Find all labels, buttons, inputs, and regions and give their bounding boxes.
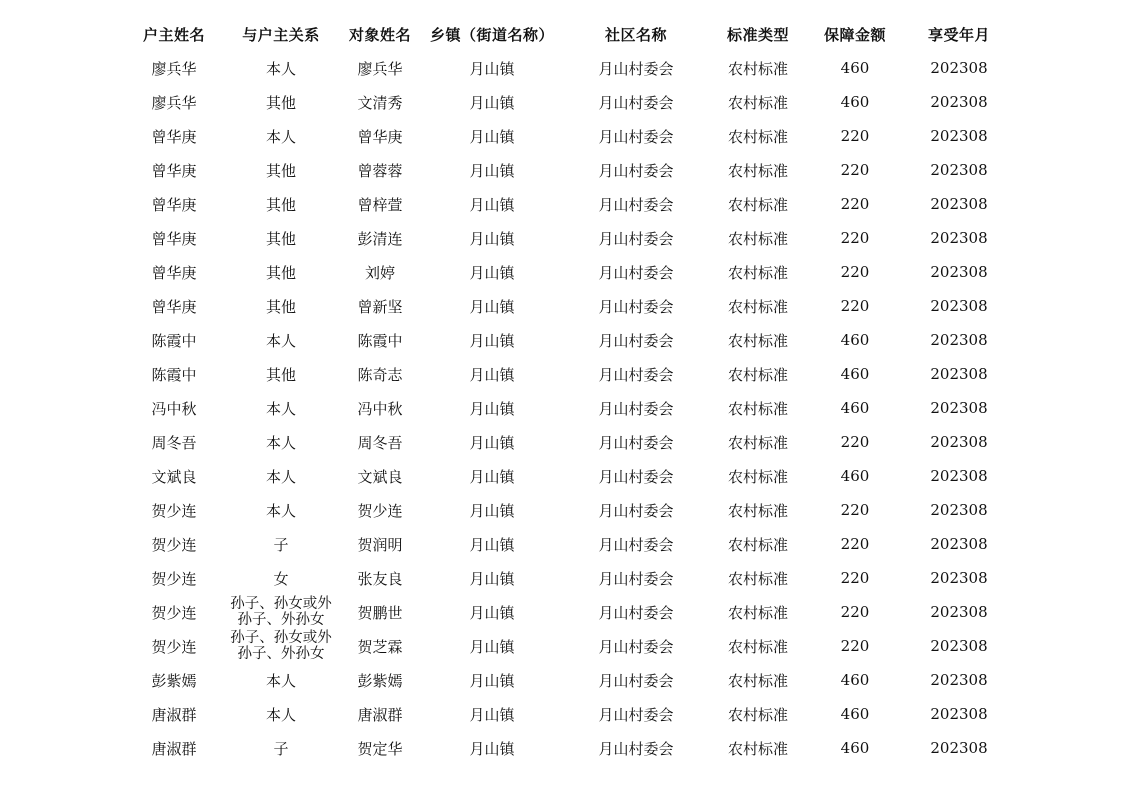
cell-household-head: 贺少连 (151, 501, 197, 520)
cell-standard-type: 农村标准 (727, 739, 788, 758)
cell-amount: 220 (840, 297, 870, 315)
cell-township: 月山镇 (469, 433, 515, 452)
cell-community: 月山村委会 (598, 637, 674, 656)
cell-standard-type: 农村标准 (727, 433, 788, 452)
cell-month: 202308 (930, 93, 988, 111)
cell-recipient-name: 陈奇志 (357, 365, 403, 384)
cell-recipient-name: 贺少连 (357, 501, 403, 520)
cell-township: 月山镇 (469, 263, 515, 282)
cell-township: 月山镇 (469, 671, 515, 690)
cell-household-head: 陈霞中 (151, 365, 197, 384)
subsidy-roster-sheet (120, 17, 1010, 765)
cell-household-head: 曾华庚 (151, 127, 197, 146)
cell-month: 202308 (930, 399, 988, 417)
cell-household-head: 贺少连 (151, 535, 197, 554)
cell-amount: 220 (840, 603, 870, 621)
cell-township: 月山镇 (469, 229, 515, 248)
header-recipient-name: 对象姓名 (348, 25, 411, 44)
cell-community: 月山村委会 (598, 535, 674, 554)
cell-month: 202308 (930, 263, 988, 281)
table-row (120, 425, 1010, 459)
table-row (120, 119, 1010, 153)
cell-standard-type: 农村标准 (727, 603, 788, 622)
cell-recipient-name: 贺鹏世 (357, 603, 403, 622)
cell-amount: 460 (840, 399, 870, 417)
cell-household-head: 曾华庚 (151, 297, 197, 316)
cell-amount: 460 (840, 331, 870, 349)
cell-relationship: 本人 (265, 399, 296, 418)
cell-community: 月山村委会 (598, 59, 674, 78)
table-row (120, 561, 1010, 595)
cell-community: 月山村委会 (598, 127, 674, 146)
table-row (120, 527, 1010, 561)
header-amount: 保障金额 (823, 25, 886, 44)
cell-household-head: 廖兵华 (151, 59, 197, 78)
table-row (120, 357, 1010, 391)
cell-standard-type: 农村标准 (727, 229, 788, 248)
cell-township: 月山镇 (469, 365, 515, 384)
table-row (120, 323, 1010, 357)
cell-household-head: 冯中秋 (151, 399, 197, 418)
cell-amount: 220 (840, 637, 870, 655)
table-row (120, 221, 1010, 255)
cell-relationship: 本人 (265, 467, 296, 486)
cell-standard-type: 农村标准 (727, 365, 788, 384)
cell-relationship: 本人 (265, 671, 296, 690)
cell-month: 202308 (930, 161, 988, 179)
cell-relationship: 其他 (265, 195, 296, 214)
cell-township: 月山镇 (469, 297, 515, 316)
cell-household-head: 周冬吾 (151, 433, 197, 452)
cell-township: 月山镇 (469, 603, 515, 622)
table-row (120, 289, 1010, 323)
header-community: 社区名称 (604, 25, 667, 44)
table-row (120, 595, 1010, 629)
cell-month: 202308 (930, 705, 988, 723)
cell-household-head: 贺少连 (151, 637, 197, 656)
cell-standard-type: 农村标准 (727, 59, 788, 78)
cell-relationship: 子 (273, 739, 289, 758)
cell-amount: 220 (840, 501, 870, 519)
cell-month: 202308 (930, 671, 988, 689)
cell-month: 202308 (930, 365, 988, 383)
cell-month: 202308 (930, 501, 988, 519)
cell-standard-type: 农村标准 (727, 399, 788, 418)
table-row (120, 663, 1010, 697)
cell-month: 202308 (930, 535, 988, 553)
table-header-row (120, 17, 1010, 51)
cell-recipient-name: 冯中秋 (357, 399, 403, 418)
cell-household-head: 廖兵华 (151, 93, 197, 112)
cell-relationship: 孙子、孙女或外孙子、外孙女 (230, 596, 332, 628)
cell-standard-type: 农村标准 (727, 705, 788, 724)
table-row (120, 731, 1010, 765)
cell-relationship: 其他 (265, 161, 296, 180)
cell-standard-type: 农村标准 (727, 535, 788, 554)
cell-recipient-name: 文斌良 (357, 467, 403, 486)
cell-relationship: 孙子、孙女或外孙子、外孙女 (230, 630, 332, 662)
cell-community: 月山村委会 (598, 569, 674, 588)
cell-amount: 220 (840, 195, 870, 213)
cell-household-head: 曾华庚 (151, 263, 197, 282)
cell-township: 月山镇 (469, 501, 515, 520)
cell-month: 202308 (930, 467, 988, 485)
cell-amount: 460 (840, 671, 870, 689)
cell-township: 月山镇 (469, 569, 515, 588)
cell-amount: 460 (840, 93, 870, 111)
cell-month: 202308 (930, 195, 988, 213)
cell-recipient-name: 陈霞中 (357, 331, 403, 350)
cell-community: 月山村委会 (598, 195, 674, 214)
cell-month: 202308 (930, 433, 988, 451)
cell-community: 月山村委会 (598, 603, 674, 622)
cell-township: 月山镇 (469, 399, 515, 418)
cell-relationship: 其他 (265, 297, 296, 316)
table-row (120, 255, 1010, 289)
cell-community: 月山村委会 (598, 365, 674, 384)
cell-month: 202308 (930, 127, 988, 145)
table-row (120, 85, 1010, 119)
cell-amount: 220 (840, 535, 870, 553)
cell-household-head: 贺少连 (151, 569, 197, 588)
cell-standard-type: 农村标准 (727, 263, 788, 282)
table-row (120, 51, 1010, 85)
cell-community: 月山村委会 (598, 467, 674, 486)
table-row (120, 459, 1010, 493)
cell-standard-type: 农村标准 (727, 297, 788, 316)
cell-month: 202308 (930, 569, 988, 587)
cell-recipient-name: 曾梓萱 (357, 195, 403, 214)
cell-community: 月山村委会 (598, 501, 674, 520)
cell-relationship: 其他 (265, 365, 296, 384)
subsidy-roster-table (120, 17, 1010, 765)
cell-recipient-name: 文清秀 (357, 93, 403, 112)
cell-community: 月山村委会 (598, 93, 674, 112)
header-township: 乡镇（街道名称） (429, 25, 554, 44)
cell-township: 月山镇 (469, 93, 515, 112)
cell-month: 202308 (930, 331, 988, 349)
cell-household-head: 彭紫嫣 (151, 671, 197, 690)
cell-recipient-name: 张友良 (357, 569, 403, 588)
cell-community: 月山村委会 (598, 297, 674, 316)
cell-standard-type: 农村标准 (727, 195, 788, 214)
cell-relationship: 其他 (265, 229, 296, 248)
cell-relationship: 本人 (265, 433, 296, 452)
table-row (120, 629, 1010, 663)
cell-township: 月山镇 (469, 195, 515, 214)
cell-relationship: 本人 (265, 59, 296, 78)
cell-recipient-name: 刘婷 (364, 263, 395, 282)
cell-amount: 220 (840, 161, 870, 179)
cell-standard-type: 农村标准 (727, 569, 788, 588)
header-standard-type: 标准类型 (726, 25, 789, 44)
cell-amount: 220 (840, 433, 870, 451)
cell-amount: 220 (840, 229, 870, 247)
cell-amount: 460 (840, 705, 870, 723)
cell-standard-type: 农村标准 (727, 331, 788, 350)
cell-community: 月山村委会 (598, 705, 674, 724)
cell-community: 月山村委会 (598, 739, 674, 758)
cell-township: 月山镇 (469, 467, 515, 486)
cell-standard-type: 农村标准 (727, 501, 788, 520)
cell-community: 月山村委会 (598, 229, 674, 248)
cell-township: 月山镇 (469, 127, 515, 146)
cell-month: 202308 (930, 297, 988, 315)
cell-recipient-name: 周冬吾 (357, 433, 403, 452)
cell-relationship: 本人 (265, 331, 296, 350)
cell-standard-type: 农村标准 (727, 637, 788, 656)
cell-household-head: 陈霞中 (151, 331, 197, 350)
cell-recipient-name: 贺定华 (357, 739, 403, 758)
cell-recipient-name: 贺芝霖 (357, 637, 403, 656)
cell-month: 202308 (930, 603, 988, 621)
cell-community: 月山村委会 (598, 161, 674, 180)
cell-amount: 220 (840, 127, 870, 145)
cell-month: 202308 (930, 739, 988, 757)
cell-household-head: 曾华庚 (151, 161, 197, 180)
cell-month: 202308 (930, 59, 988, 77)
header-month: 享受年月 (927, 25, 990, 44)
cell-township: 月山镇 (469, 637, 515, 656)
header-relationship: 与户主关系 (242, 25, 320, 44)
cell-relationship: 其他 (265, 93, 296, 112)
cell-township: 月山镇 (469, 739, 515, 758)
cell-recipient-name: 曾蓉蓉 (357, 161, 403, 180)
cell-recipient-name: 曾新坚 (357, 297, 403, 316)
cell-township: 月山镇 (469, 59, 515, 78)
cell-month: 202308 (930, 637, 988, 655)
cell-relationship: 本人 (265, 501, 296, 520)
cell-household-head: 文斌良 (151, 467, 197, 486)
cell-community: 月山村委会 (598, 263, 674, 282)
cell-standard-type: 农村标准 (727, 93, 788, 112)
cell-recipient-name: 唐淑群 (357, 705, 403, 724)
cell-relationship: 子 (273, 535, 289, 554)
cell-amount: 220 (840, 263, 870, 281)
cell-household-head: 唐淑群 (151, 739, 197, 758)
header-household-head: 户主姓名 (142, 25, 205, 44)
table-body (120, 51, 1010, 765)
cell-community: 月山村委会 (598, 671, 674, 690)
cell-standard-type: 农村标准 (727, 671, 788, 690)
cell-month: 202308 (930, 229, 988, 247)
cell-standard-type: 农村标准 (727, 127, 788, 146)
cell-recipient-name: 彭紫嫣 (357, 671, 403, 690)
cell-recipient-name: 廖兵华 (357, 59, 403, 78)
table-row (120, 187, 1010, 221)
cell-amount: 460 (840, 739, 870, 757)
cell-amount: 460 (840, 467, 870, 485)
cell-recipient-name: 曾华庚 (357, 127, 403, 146)
cell-recipient-name: 贺润明 (357, 535, 403, 554)
cell-standard-type: 农村标准 (727, 467, 788, 486)
cell-relationship: 其他 (265, 263, 296, 282)
cell-township: 月山镇 (469, 161, 515, 180)
cell-household-head: 贺少连 (151, 603, 197, 622)
cell-household-head: 曾华庚 (151, 229, 197, 248)
cell-household-head: 曾华庚 (151, 195, 197, 214)
table-row (120, 697, 1010, 731)
cell-relationship: 女 (273, 569, 289, 588)
cell-township: 月山镇 (469, 535, 515, 554)
cell-township: 月山镇 (469, 331, 515, 350)
cell-community: 月山村委会 (598, 433, 674, 452)
cell-amount: 460 (840, 365, 870, 383)
table-row (120, 153, 1010, 187)
cell-community: 月山村委会 (598, 331, 674, 350)
table-row (120, 391, 1010, 425)
cell-amount: 460 (840, 59, 870, 77)
table-row (120, 493, 1010, 527)
cell-recipient-name: 彭清连 (357, 229, 403, 248)
cell-relationship: 本人 (265, 705, 296, 724)
cell-amount: 220 (840, 569, 870, 587)
cell-household-head: 唐淑群 (151, 705, 197, 724)
cell-standard-type: 农村标准 (727, 161, 788, 180)
cell-township: 月山镇 (469, 705, 515, 724)
cell-community: 月山村委会 (598, 399, 674, 418)
cell-relationship: 本人 (265, 127, 296, 146)
